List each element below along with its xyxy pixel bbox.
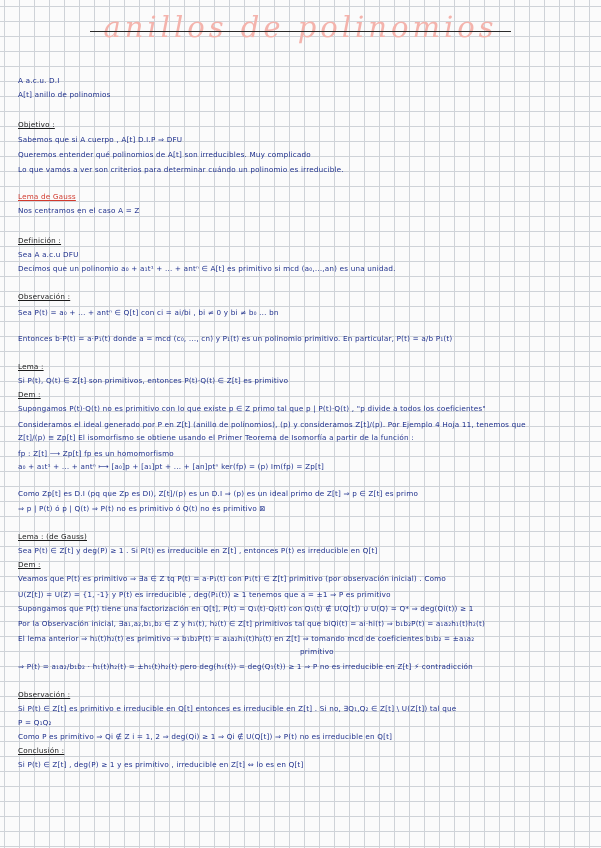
section-heading: Lema : (de Gauss) [18, 532, 87, 541]
note-line: A[t] anillo de polinomios [18, 90, 111, 99]
note-line: U(Z[t]) = U(Z) = {1, -1} y P(t) es irreducible , deg(P₁(t)) ≥ 1 tenemos que a = ±1 ⇒ P es primitivo [18, 590, 391, 599]
note-line: P = Q₁Q₂ [18, 718, 52, 727]
note-line: Veamos que P(t) es primitivo ⇒ ∃a ∈ Z tq P(t) = a·P₁(t) con P₁(t) ∈ Z[t] primitivo (por observación inicial) . Como [18, 574, 446, 583]
section-heading: Dem : [18, 560, 41, 569]
note-line: A a.c.u. D.I [18, 76, 60, 85]
section-heading: Conclusión : [18, 746, 65, 755]
page-title: anillos de polinomios [103, 10, 498, 44]
section-heading: Observación : [18, 690, 71, 699]
note-line: fp : Z[t] ⟶ Zp[t] fp es un homomorfismo [18, 449, 174, 458]
note-line: Sea A a.c.u DFU [18, 250, 79, 259]
note-line: Como Zp[t] es D.I (pq que Zp es DI), Z[t]/(p) es un D.I ⇒ (p) es un ideal primo de Z[t] ⇒ p ∈ Z[t] es primo [18, 489, 419, 498]
section-heading: Lema : [18, 362, 44, 371]
note-line: Si P(t), Q(t) ∈ Z[t] son primitivos, entonces P(t)·Q(t) ∈ Z[t] es primitivo [18, 376, 289, 385]
note-line: Si P(t) ∈ Z[t] , deg(P) ≥ 1 y es primitivo , irreducible en Z[t] ⇔ lo es en Q[t] [18, 760, 304, 769]
note-line: a₀ + a₁t¹ + ... + antⁿ ⟼ [a₀]p + [a₁]pt + ... + [an]ptⁿ ker(fp) = (p) Im(fp) = Zp[t] [18, 462, 325, 471]
title-underline [90, 31, 511, 32]
section-heading: Objetivo : [18, 120, 55, 129]
note-line: ⇒ p | P(t) ó p | Q(t) ⇒ P(t) no es primitivo ó Q(t) no es primitivo ⊠ [18, 504, 266, 513]
note-line: primitivo [300, 647, 334, 656]
note-line: Z[t]/(p) ≅ Zp[t] El isomorfismo se obtiene usando el Primer Teorema de Isomorfía a partir de la función : [18, 433, 414, 442]
note-line: Nos centramos en el caso A = Z [18, 206, 140, 215]
section-heading: Definición : [18, 236, 62, 245]
note-line: Supongamos que P(t) tiene una factorización en Q[t], P(t) = Q₁(t)·Q₂(t) con Q₁(t) ∉ U(Q[t]) ∪ U(Q) = Q* ⇒ deg(Qi(t)) ≥ 1 [18, 604, 474, 613]
note-line: Sea P(t) ∈ Z[t] y deg(P) ≥ 1 . Si P(t) es irreducible en Z[t] , entonces P(t) es irreducible en Q[t] [18, 546, 378, 555]
note-line: ⇒ P(t) = a₁a₂/b₁b₂ · h₁(t)h₂(t) = ±h₁(t)h₂(t) pero deg(h₁(t)) = deg(Q₁(t)) ≥ 1 ⇒ P no es irreducible en Z[t] ⚡ contradicción [18, 662, 473, 671]
section-heading: Observación : [18, 292, 71, 301]
section-heading: Dem : [18, 390, 41, 399]
note-line: El lema anterior ⇒ h₁(t)h₂(t) es primitivo ⇒ b₁b₂P(t) = a₁a₂h₁(t)h₂(t) en Z[t] ⇒ tomando mcd de coeficientes b₁b₂ = ±a₁a₂ [18, 634, 475, 643]
title-block [0, 10, 601, 50]
note-line: Por la Observación inicial, ∃a₁,a₂,b₁,b₂ ∈ Z y h₁(t), h₂(t) ∈ Z[t] primitivos tal que biQi(t) = ai·hi(t) ⇒ b₁b₂P(t) = a₁a₂h₁(t)h₂(t) [18, 619, 486, 628]
note-line: Como P es primitivo ⇒ Qi ∉ Z i = 1, 2 ⇒ deg(Qi) ≥ 1 ⇒ Qi ∉ U(Q[t]) ⇒ P(t) no es irreducible en Q[t] [18, 732, 393, 741]
note-line: Si P(t) ∈ Z[t] es primitivo e irreducible en Q[t] entonces es irreducible en Z[t] . Si no, ∃Q₁,Q₂ ∈ Z[t] \ U(Z[t]) tal que [18, 704, 457, 713]
note-line: Consideramos el ideal generado por P en Z[t] (anillo de polinomios), (p) y consideramos Z[t]/(p). Por Ejemplo 4 Hoja 11, tenemos que [18, 420, 526, 429]
note-line: Sabemos que si A cuerpo , A[t] D.I.P ⇒ DFU [18, 135, 183, 144]
note-line: Decimos que un polinomio a₀ + a₁t¹ + ... + antⁿ ∈ A[t] es primitivo si mcd (a₀,...,an) es una unidad. [18, 264, 396, 273]
note-line: Queremos entender qué polinomios de A[t] son irreducibles. Muy complicado [18, 150, 311, 159]
section-heading: Lema de Gauss [18, 192, 76, 201]
note-line: Sea P(t) = a₀ + ... + antⁿ ∈ Q[t] con ci = ai/bi , bi ≠ 0 y bi ≠ b₀ ... bn [18, 308, 279, 317]
note-line: Entonces b·P(t) = a·P₁(t) donde a = mcd (c₀, ..., cn) y P₁(t) es un polinomio primitivo. En particular, P(t) = a/b P₁(t) [18, 334, 453, 343]
note-line: Lo que vamos a ver son criterios para determinar cuándo un polinomio es irreducible. [18, 165, 344, 174]
note-line: Supongamos P(t)·Q(t) no es primitivo con lo que existe p ∈ Z primo tal que p | P(t)·Q(t) , "p divide a todos los coeficientes" [18, 404, 486, 413]
